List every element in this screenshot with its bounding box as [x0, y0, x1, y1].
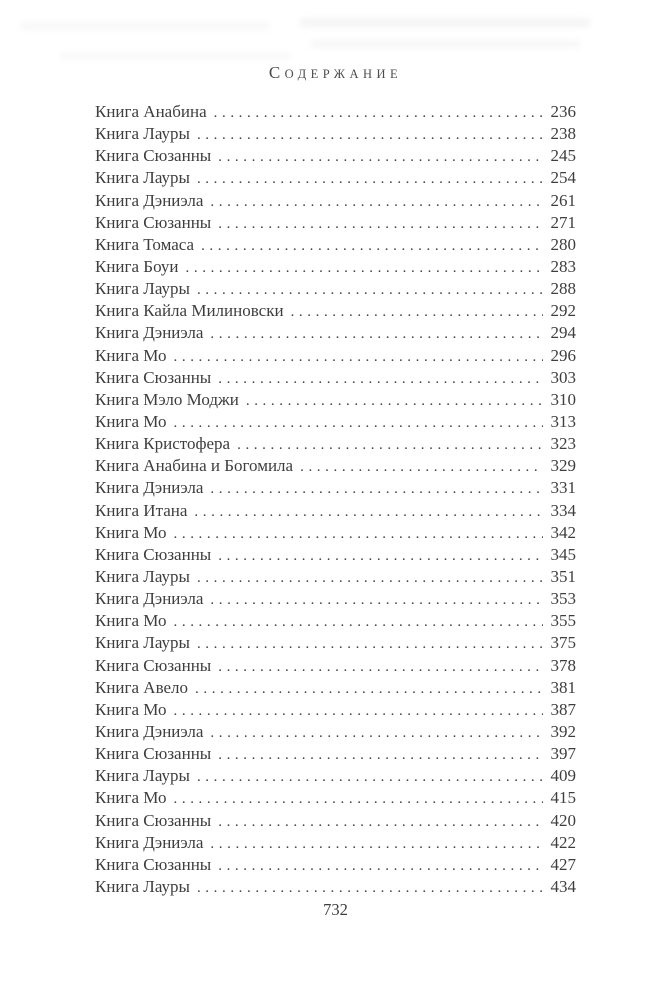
toc-entry-page: 355 [550, 611, 576, 631]
toc-entry [95, 876, 576, 898]
toc-entry-title: Книга Лауры [95, 566, 190, 586]
dot-leader [214, 102, 543, 124]
toc-entry-page: 381 [550, 677, 576, 697]
toc-entry-title: Книга Дэниэла [95, 589, 204, 609]
dot-leader [300, 456, 543, 478]
toc-entry [95, 632, 576, 654]
toc-entry-title: Книга Лауры [95, 124, 190, 144]
toc-entry [95, 322, 576, 344]
toc-entry-title: Книга Кайла Милиновски [95, 301, 284, 321]
dot-leader [218, 656, 543, 678]
toc-entry [95, 278, 576, 300]
dot-leader [201, 235, 543, 257]
toc-entry-title: Книга Боуи [95, 256, 179, 276]
toc-entry-page: 331 [550, 478, 576, 498]
toc-entry-page: 397 [550, 744, 576, 764]
dot-leader [197, 567, 543, 589]
toc-entry-page: 329 [550, 456, 576, 476]
scan-artifact [20, 22, 270, 30]
toc-entry [95, 854, 576, 876]
dot-leader [197, 766, 543, 788]
dot-leader [174, 412, 544, 434]
toc-entry-title: Книга Лауры [95, 766, 190, 786]
dot-leader [197, 633, 543, 655]
toc-entry [95, 500, 576, 522]
toc-entry-page: 310 [550, 389, 576, 409]
toc-entry [95, 234, 576, 256]
toc-entry-title: Книга Дэниэла [95, 832, 204, 852]
scan-artifact [60, 52, 290, 60]
toc-entry [95, 721, 576, 743]
toc-entry-title: Книга Сюзанны [95, 544, 212, 564]
toc-entry [95, 367, 576, 389]
toc-entry-page: 261 [550, 190, 576, 210]
dot-leader [195, 678, 543, 700]
toc-entry [95, 787, 576, 809]
toc-entry-page: 342 [550, 522, 576, 542]
folio-page-number: 732 [323, 900, 348, 919]
toc-entry [95, 212, 576, 234]
toc-entry-title: Книга Лауры [95, 633, 190, 653]
dot-leader [210, 478, 543, 500]
toc-entry-title: Книга Сюзанны [95, 655, 212, 675]
toc-entry-title: Книга Сюзанны [95, 744, 212, 764]
toc-list [95, 101, 576, 898]
toc-entry-page: 353 [550, 589, 576, 609]
toc-entry [95, 544, 576, 566]
toc-entry-title: Книга Авело [95, 677, 189, 697]
toc-entry [95, 588, 576, 610]
dot-leader [197, 168, 543, 190]
dot-leader [246, 390, 543, 412]
toc-entry-page: 387 [550, 699, 576, 719]
dot-leader [218, 811, 543, 833]
toc-entry-page: 351 [550, 566, 576, 586]
toc-entry [95, 655, 576, 677]
dot-leader [210, 323, 543, 345]
toc-entry-page: 375 [550, 633, 576, 653]
toc-entry-title: Книга Томаса [95, 234, 195, 254]
toc-entry-page: 427 [550, 854, 576, 874]
toc-entry [95, 743, 576, 765]
dot-leader [174, 523, 544, 545]
toc-entry [95, 832, 576, 854]
dot-leader [218, 744, 543, 766]
toc-entry-page: 422 [550, 832, 576, 852]
toc-entry-page: 323 [550, 434, 576, 454]
toc-entry-title: Книга Лауры [95, 168, 190, 188]
toc-entry [95, 765, 576, 787]
dot-leader [194, 501, 543, 523]
dot-leader [174, 346, 544, 368]
toc-entry [95, 256, 576, 278]
toc-entry-title: Книга Мо [95, 699, 167, 719]
toc-entry-page: 409 [550, 766, 576, 786]
toc-entry-title: Книга Анабина и Богомила [95, 456, 294, 476]
toc-entry-title: Книга Мо [95, 788, 167, 808]
toc-entry-title: Книга Лауры [95, 279, 190, 299]
dot-leader [218, 855, 543, 877]
toc-entry [95, 566, 576, 588]
dot-leader [218, 146, 543, 168]
toc-entry-title: Книга Сюзанны [95, 146, 212, 166]
toc-entry-title: Книга Сюзанны [95, 810, 212, 830]
toc-entry-title: Книга Сюзанны [95, 212, 212, 232]
toc-entry-page: 345 [550, 544, 576, 564]
toc-entry-title: Книга Дэниэла [95, 190, 204, 210]
toc-entry [95, 167, 576, 189]
toc-entry-title: Книга Лауры [95, 876, 190, 896]
dot-leader [237, 434, 543, 456]
dot-leader [197, 279, 543, 301]
toc-entry-page: 296 [550, 345, 576, 365]
toc-entry-title: Книга Итана [95, 500, 188, 520]
toc-entry [95, 411, 576, 433]
toc-entry-page: 254 [550, 168, 576, 188]
toc-entry-title: Книга Мо [95, 611, 167, 631]
toc-entry-page: 420 [550, 810, 576, 830]
dot-leader [197, 877, 543, 899]
toc-entry [95, 810, 576, 832]
toc-entry [95, 522, 576, 544]
toc-entry-page: 236 [550, 102, 576, 121]
toc-entry [95, 123, 576, 145]
toc-entry-page: 303 [550, 367, 576, 387]
dot-leader [174, 700, 544, 722]
toc-entry [95, 477, 576, 499]
toc-entry-title: Книга Мэло Моджи [95, 389, 239, 409]
toc-entry-title: Книга Кристофера [95, 434, 231, 454]
toc-entry [95, 190, 576, 212]
toc-entry-page: 271 [550, 212, 576, 232]
page-title: СОДЕРЖАНИЕ [268, 63, 403, 82]
toc-entry [95, 345, 576, 367]
toc-entry-title: Книга Дэниэла [95, 323, 204, 343]
dot-leader [174, 788, 544, 810]
toc-entry-title: Книга Мо [95, 522, 167, 542]
toc-entry [95, 433, 576, 455]
toc-entry [95, 389, 576, 411]
toc-entry-page: 294 [550, 323, 576, 343]
toc-entry-title: Книга Сюзанны [95, 854, 212, 874]
toc-entry-title: Книга Мо [95, 345, 167, 365]
dot-leader [218, 368, 543, 390]
toc-entry [95, 145, 576, 167]
dot-leader [210, 191, 543, 213]
dot-leader [210, 722, 543, 744]
dot-leader [218, 213, 543, 235]
dot-leader [291, 301, 543, 323]
dot-leader [218, 545, 543, 567]
dot-leader [210, 589, 543, 611]
toc-entry-page: 313 [550, 411, 576, 431]
dot-leader [210, 833, 543, 855]
toc-entry-page: 292 [550, 301, 576, 321]
toc-entry [95, 677, 576, 699]
toc-entry-title: Книга Анабина [95, 102, 207, 121]
toc-entry-page: 245 [550, 146, 576, 166]
toc-entry-page: 334 [550, 500, 576, 520]
toc-entry-page: 415 [550, 788, 576, 808]
toc-entry-page: 378 [550, 655, 576, 675]
toc-entry [95, 300, 576, 322]
dot-leader [186, 257, 543, 279]
dot-leader [174, 611, 544, 633]
toc-entry-page: 238 [550, 124, 576, 144]
toc-entry [95, 699, 576, 721]
toc-entry-page: 392 [550, 721, 576, 741]
toc-entry-title: Книга Сюзанны [95, 367, 212, 387]
toc-entry-page: 434 [550, 876, 576, 896]
toc-entry-page: 283 [550, 256, 576, 276]
toc-entry [95, 610, 576, 632]
toc-entry-page: 280 [550, 234, 576, 254]
scan-artifact [310, 40, 580, 48]
dot-leader [197, 124, 543, 146]
toc-entry [95, 455, 576, 477]
toc-entry [95, 101, 576, 123]
toc-entry-title: Книга Дэниэла [95, 478, 204, 498]
toc-entry-title: Книга Дэниэла [95, 721, 204, 741]
toc-entry-title: Книга Мо [95, 411, 167, 431]
toc-entry-page: 288 [550, 279, 576, 299]
scan-artifact [300, 18, 590, 27]
